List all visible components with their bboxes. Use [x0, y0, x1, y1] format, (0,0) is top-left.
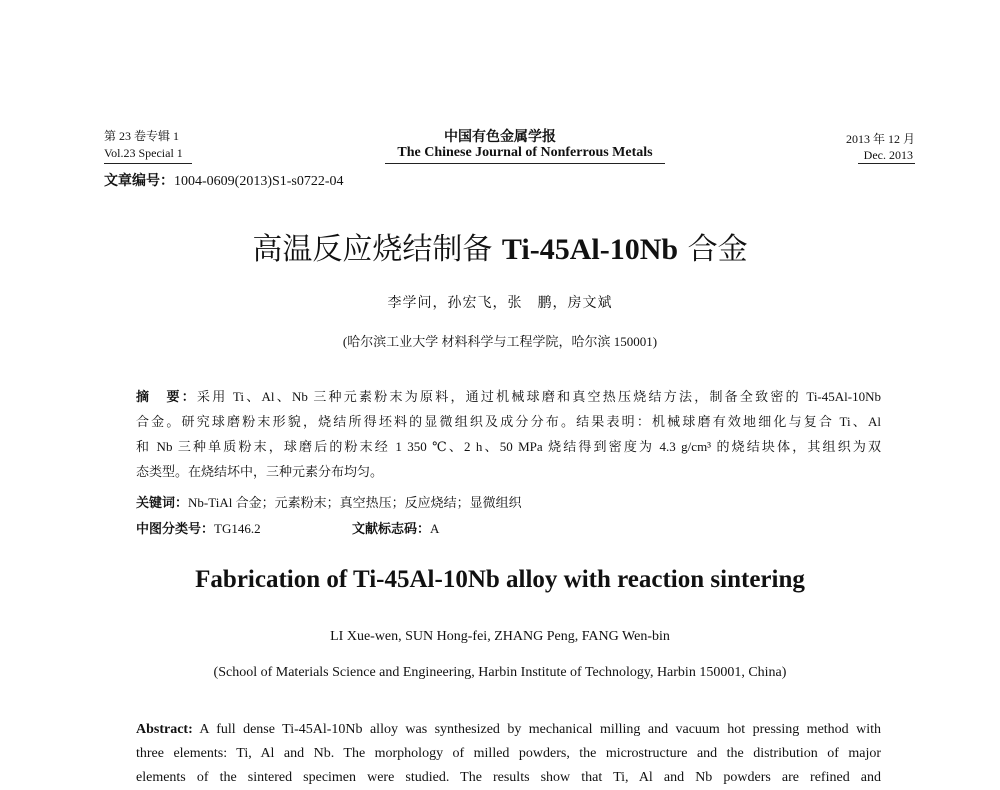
doc-code [352, 518, 439, 537]
abstract-cn-line: 态类型。在烧结坏中，三种元素分布均匀。 [136, 464, 384, 479]
header-rule-left [104, 163, 192, 164]
abstract-cn [136, 384, 881, 484]
abstract-cn-line: 合金。研究球磨粉末形貌，烧结所得坯料的显微组织及成分分布。结果表明：机械球磨有效地细化与复合 Ti、Al [136, 414, 881, 429]
clc-value: TG146.2 [214, 521, 261, 536]
header-rule-right [858, 163, 915, 164]
keywords-cn-label: 关键词： [136, 496, 189, 511]
article-number-label: 文章编号： [104, 173, 174, 189]
abstract-en-line: elements of the sintered specimen were studied. The results show that Ti, Al and Nb powders are refined and [136, 770, 881, 785]
authors-en: LI Xue-wen, SUN Hong-fei, ZHANG Peng, FANG Wen-bin [330, 629, 670, 644]
journal-title-en: The Chinese Journal of Nonferrous Metals [397, 145, 653, 160]
doc-code-label: 文献标志码： [352, 522, 431, 537]
issue-date-en: Dec. 2013 [863, 148, 913, 162]
clc-label: 中图分类号： [136, 522, 215, 537]
article-number [104, 170, 344, 190]
volume-cn: 第 23 卷专辑 1 [104, 129, 180, 143]
title-cn-part3: 合金 [678, 232, 748, 267]
abstract-cn-line: 和 Nb 三种单质粉末，球磨后的粉末经 1 350 ℃、2 h、50 MPa 烧结得到密度为 4.3 g/cm³ 的烧结块体，其组织为双 [136, 439, 881, 454]
volume-en: Vol.23 Special 1 [104, 146, 183, 160]
keywords-cn-value: Nb-TiAl 合金；元素粉末；真空热压；反应烧结；显微组织 [188, 495, 522, 510]
title-cn [0, 224, 1000, 268]
article-number-value: 1004-0609(2013)S1-s0722-04 [174, 174, 344, 189]
title-en: Fabrication of Ti-45Al-10Nb alloy with reaction sintering [195, 566, 805, 593]
doc-code-value: A [430, 521, 440, 536]
journal-title-cn: 中国有色金属学报 [444, 129, 556, 145]
abstract-en-line: Abstract: A full dense Ti-45Al-10Nb alloy was synthesized by mechanical milling and vacuum hot pressing method with [136, 722, 881, 737]
abstract-cn-line: 摘 要：采用 Ti、Al、Nb 三种元素粉末为原料，通过机械球磨和真空热压烧结方法，制备全致密的 Ti-45Al-10Nb [136, 389, 881, 405]
title-cn-alloy: Ti-45Al-10Nb [501, 233, 679, 266]
authors-cn: 李学问，孙宏飞，张 鹏，房文斌 [387, 296, 613, 311]
header-rule-center [385, 163, 665, 164]
title-cn-part1: 高温反应烧结制备 [252, 232, 502, 267]
clc-number [136, 518, 261, 537]
affiliation-en: (School of Materials Science and Engineering, Harbin Institute of Technology, Harbin 150001, China) [213, 665, 787, 680]
abstract-en [136, 718, 881, 790]
issue-date-cn: 2013 年 12 月 [845, 132, 915, 146]
keywords-cn [136, 492, 522, 511]
affiliation-cn: (哈尔滨工业大学 材料科学与工程学院，哈尔滨 150001) [342, 334, 658, 349]
abstract-cn-label: 摘 要： [136, 390, 197, 405]
abstract-en-line: three elements: Ti, Al and Nb. The morphology of milled powders, the microstructure and the distribution of major [136, 746, 881, 761]
abstract-en-label: Abstract: [136, 722, 193, 737]
